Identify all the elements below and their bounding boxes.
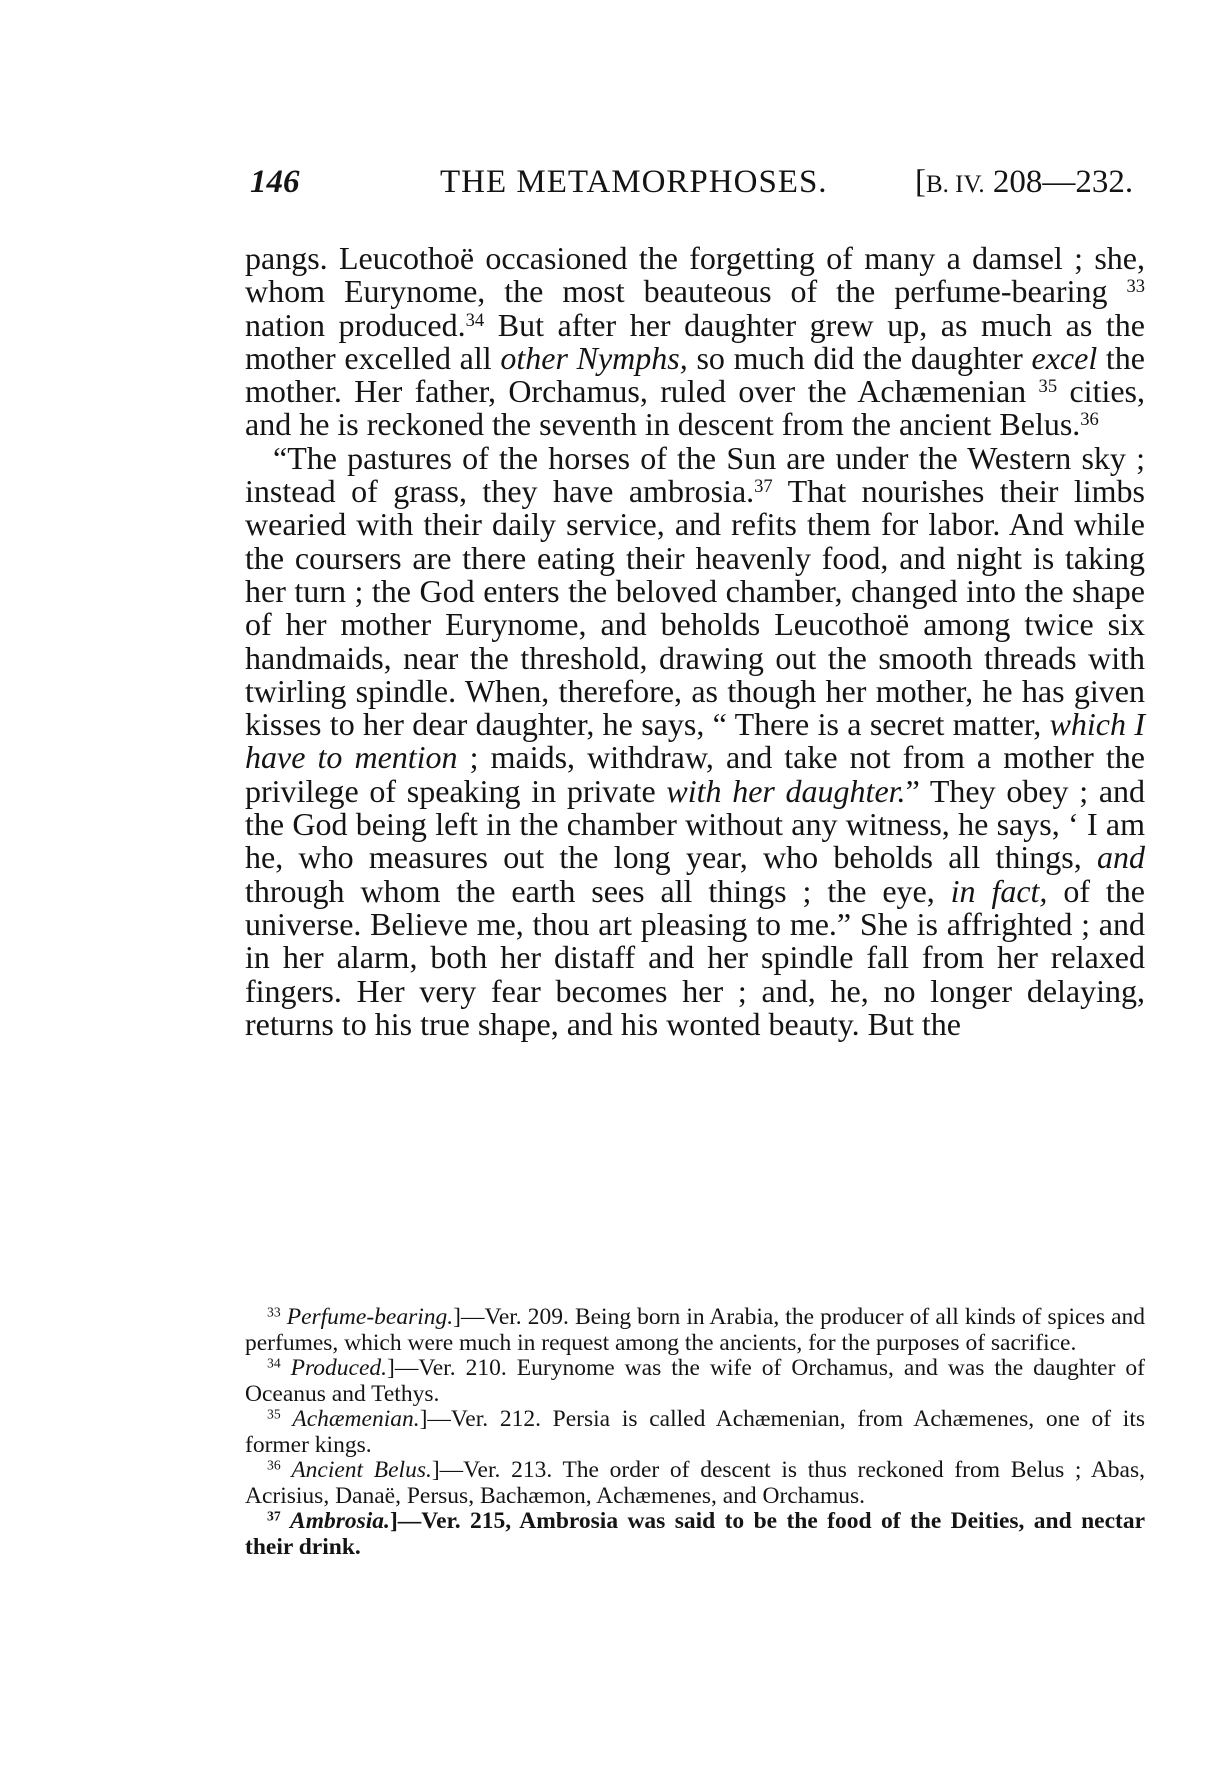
text-run: ]—Ver. 209. Being born in Arabia, the producer of all kinds of spices and perfumes, which were much in request among the ancients, for the purposes of sacrifice. [245,1304,1146,1356]
text-run: of the universe. Believe me, thou art pleasing to me.” She is affrighted ; and in her alarm, both her distaff and her spindle fall from her relaxed fingers. Her very fear becomes her ; and, he, no longer delaying, returns to his true shape, and his wonted beauty. But the [245,872,1146,1042]
text-run [281,1406,293,1432]
footnote-reference: 33 [1126,276,1145,298]
footnote-reference: 35 [1038,375,1058,397]
italic-run: Produced. [290,1355,388,1381]
footnote-reference: 34 [267,1355,281,1371]
footnotes [245,1305,1145,1560]
text-run: through whom the earth sees all things ; the eye, [245,872,951,909]
text-run: the mother. Her father, Orchamus, ruled over the Achæmenian [245,339,1146,410]
footnote-reference: 37 [754,475,773,497]
text-run: That nourishes their limbs wearied with their daily service, and refits them for labor. And while the coursers are there eating their heavenly food, and night is taking her turn ; the God enters the beloved chamber, changed into the shape of her mother Eurynome, and beholds Leucothoë among twice six handmaids, near the threshold, drawing out the smooth threads with twirling spindle. When, therefore, as though her mother, he has given kisses to her dear daughter, he says, “ There is a secret matter, [245,473,1146,743]
text-run: ” They obey ; and the God being left in the chamber without any witness, he says, ‘ I am he, who measures out the long year, who beholds all things, [245,772,1146,876]
text-run: ]—Ver. 213. The order of descent is thus reckoned from Belus ; Abas, Acrisius, Danaë, Persus, Bachæmon, Achæmenes, and Orchamus. [245,1457,1146,1509]
italic-run: in fact, [950,872,1048,909]
footnote-1 [245,1305,1145,1356]
book-title: THE METAMORPHOSES. [440,164,828,200]
text-run [281,1457,292,1483]
footnote-2 [245,1356,1145,1407]
text-run: ]—Ver. 212. Persia is called Achæmenian, from Achæmenes, one of its former kings. [245,1406,1145,1458]
italic-run: and [1097,839,1145,876]
footnote-3 [245,1407,1145,1458]
footnote-reference: 36 [1080,409,1099,431]
body-text [245,242,1145,1041]
paragraph-1 [245,242,1145,442]
page-number: 146 [250,164,300,200]
text-run [281,1355,291,1381]
text-run [281,1508,290,1534]
italic-run: Ambrosia. [290,1508,390,1534]
footnote-reference: 37 [267,1508,281,1524]
footnote-reference: 35 [267,1406,281,1422]
italic-run: which I have to mention [245,706,1145,776]
footnote-reference: 33 [267,1304,281,1320]
reference-book: B. IV. [926,171,985,198]
italic-run: with her daughter. [666,772,906,809]
italic-run: Ancient Belus. [291,1457,432,1483]
text-run: cities, and he is reckoned the seventh in descent from the ancient Belus. [245,373,1146,443]
text-run: ; maids, withdraw, and take not from a mother the privilege of speaking in private [245,739,1146,809]
reference-lines: 208—232. [984,164,1134,200]
footnote-4 [245,1458,1145,1509]
text-run: But after her daughter grew up, as much as the mother excelled all [245,306,1146,376]
italic-run: other Nymphs, [500,339,688,376]
reference-bracket: [ [915,164,926,200]
paragraph-2 [245,439,1146,1042]
running-head [245,162,1145,202]
text-run: nation produced. [245,306,466,343]
italic-run: Perfume-bearing. [286,1304,454,1330]
footnote-reference: 34 [465,309,485,331]
text-run: ]—Ver. 210. Eurynome was the wife of Orchamus, and was the daughter of Oceanus and Tethys. [245,1355,1145,1407]
text-run: ]—Ver. 215, Ambrosia was said to be the food of the Deities, and nectar their drink. [245,1508,1146,1560]
footnote-reference: 36 [267,1457,281,1473]
footnote-5 [245,1509,1145,1560]
text-run: pangs. Leucothoë occasioned the forgetting of many a damsel ; she, whom Eurynome, the most beauteous of the perfume-bearing [245,240,1145,310]
book-page [245,0,1145,1790]
italic-run: Achæmenian. [292,1406,420,1432]
italic-run: excel [1031,339,1098,376]
text-run: so much did the daughter [687,339,1032,376]
text-run: “The pastures of the horses of the Sun are under the Western sky ; instead of grass, they have ambrosia. [245,439,1145,510]
book-line-reference [915,162,1133,205]
